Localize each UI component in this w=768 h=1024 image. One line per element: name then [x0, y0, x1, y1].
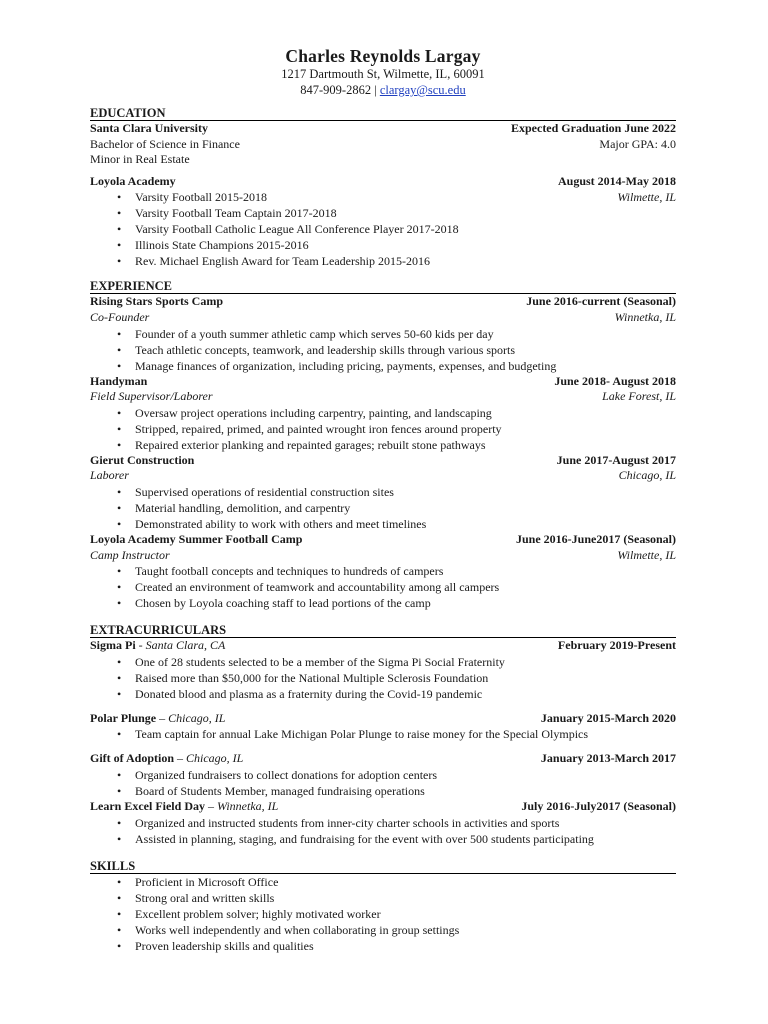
org-name: Gierut Construction [90, 452, 195, 467]
org-line [90, 751, 243, 767]
entry-date: July 2016-July2017 (Seasonal) [521, 798, 676, 813]
role: Camp Instructor [90, 547, 170, 562]
list-item: • Created an environment of teamwork and accountability among all campers [135, 579, 676, 595]
list-item: • Works well independently and when collaborating in group settings [135, 922, 676, 938]
resume-header [90, 46, 676, 98]
entry-location: Wilmette, IL [617, 190, 676, 205]
bullet-list [90, 405, 676, 453]
entry-date: January 2015-March 2020 [540, 710, 676, 725]
entry-location: Wilmette, IL [617, 547, 676, 562]
experience-entry [90, 453, 676, 532]
list-item: • Board of Students Member, managed fundraising operations [135, 783, 676, 799]
entry-date: Expected Graduation June 2022 [510, 121, 676, 135]
bullet-list [90, 767, 676, 799]
list-item: • Manage finances of organization, including pricing, payments, expenses, and budgeting [135, 358, 676, 374]
entry-date: June 2018- August 2018 [554, 373, 676, 388]
list-item: • Stripped, repaired, primed, and painted wrought iron fences around property [135, 421, 676, 437]
entry-location: Winnetka, IL [216, 798, 279, 813]
section-title-experience: EXPERIENCE [90, 279, 676, 294]
skills-section [90, 859, 676, 954]
list-item: • Rev. Michael English Award for Team Leadership 2015-2016 [135, 253, 676, 269]
list-item: • Organized fundraisers to collect donations for adoption centers [135, 767, 676, 783]
experience-entry [90, 294, 676, 373]
org-name: Polar Plunge [90, 710, 157, 725]
candidate-name: Charles Reynolds Largay [285, 46, 481, 66]
entry-location: Chicago, IL [168, 710, 226, 725]
entry-date: February 2019-Present [557, 638, 676, 653]
list-item: • Oversaw project operations including carpentry, painting, and landscaping [135, 405, 676, 421]
experience-section [90, 279, 676, 611]
extracurricular-entry [90, 751, 676, 799]
role: Field Supervisor/Laborer [90, 389, 213, 404]
phone: 847-909-2862 | [300, 83, 377, 97]
section-title-skills: SKILLS [90, 859, 676, 874]
address: 1217 Dartmouth St, Wilmette, IL, 60091 [281, 67, 485, 81]
degree: Bachelor of Science in Finance [90, 136, 240, 151]
role: Co-Founder [90, 309, 150, 324]
org-name: Rising Stars Sports Camp [90, 294, 224, 309]
experience-entry [90, 374, 676, 453]
list-item: • Team captain for annual Lake Michigan Polar Plunge to raise money for the Special Olympics [135, 726, 676, 742]
list-item: • Demonstrated ability to work with others and meet timelines [135, 516, 676, 532]
list-item: • Raised more than $50,000 for the National Multiple Sclerosis Foundation [135, 670, 676, 686]
extracurricular-entry [90, 638, 676, 702]
org-name: Sigma Pi [90, 638, 136, 653]
org-line [90, 711, 225, 727]
entry-date: June 2016-current (Seasonal) [526, 294, 676, 309]
entry-date: August 2014-May 2018 [557, 173, 676, 188]
list-item: • Assisted in planning, staging, and fundraising for the event with over 500 students participating [135, 831, 676, 847]
entry-date: January 2013-March 2017 [540, 751, 676, 766]
contact-line [90, 82, 676, 98]
org-name: Handyman [90, 373, 148, 388]
education-entry-loyola [90, 174, 676, 270]
org-name: Santa Clara University [90, 121, 208, 135]
list-item: • One of 28 students selected to be a member of the Sigma Pi Social Fraternity [135, 654, 676, 670]
bullet-list [90, 563, 676, 611]
org-name: Learn Excel Field Day [90, 798, 205, 813]
gpa: Major GPA: 4.0 [599, 136, 676, 151]
role: Laborer [90, 468, 129, 483]
list-item: • Excellent problem solver; highly motivated worker [135, 906, 676, 922]
entry-location: Santa Clara, CA [145, 638, 226, 653]
separator: – [174, 751, 187, 766]
list-item: • Illinois State Champions 2015-2016 [135, 237, 676, 253]
entry-date: June 2016-June2017 (Seasonal) [515, 531, 676, 546]
extracurriculars-section [90, 623, 676, 846]
list-item: • Founder of a youth summer athletic camp which serves 50-60 kids per day [135, 326, 676, 342]
list-item: • Varsity Football 2015-2018 [135, 189, 676, 205]
bullet-list [90, 189, 676, 269]
list-item: • Organized and instructed students from inner-city charter schools in activities and sports [135, 815, 676, 831]
list-item: • Proficient in Microsoft Office [135, 874, 676, 890]
list-item: • Teach athletic concepts, teamwork, and leadership skills through various sports [135, 342, 676, 358]
list-item: • Donated blood and plasma as a fraternity during the Covid-19 pandemic [135, 686, 676, 702]
minor: Minor in Real Estate [90, 152, 190, 167]
separator: – [204, 798, 217, 813]
list-item: • Repaired exterior planking and repainted garages; rebuilt stone pathways [135, 437, 676, 453]
org-name: Loyola Academy Summer Football Camp [90, 531, 303, 546]
bullet-list [90, 326, 676, 374]
email-link[interactable]: clargay@scu.edu [379, 83, 466, 97]
experience-entry [90, 532, 676, 611]
education-section [90, 106, 676, 269]
list-item: • Chosen by Loyola coaching staff to lead portions of the camp [135, 595, 676, 611]
list-item: • Varsity Football Catholic League All Conference Player 2017-2018 [135, 221, 676, 237]
list-item: • Strong oral and written skills [135, 890, 676, 906]
entry-location: Chicago, IL [186, 751, 244, 766]
list-item: • Supervised operations of residential construction sites [135, 484, 676, 500]
separator: - [135, 638, 146, 653]
org-name: Gift of Adoption [90, 751, 175, 766]
org-line [90, 799, 278, 815]
entry-location: Winnetka, IL [614, 309, 676, 324]
section-title-extracurriculars: EXTRACURRICULARS [90, 623, 676, 638]
entry-location: Lake Forest, IL [602, 389, 676, 404]
bullet-list [90, 726, 676, 742]
bullet-list [90, 654, 676, 702]
list-item: • Varsity Football Team Captain 2017-2018 [135, 205, 676, 221]
section-title-education: EDUCATION [90, 106, 676, 121]
extracurricular-entry [90, 711, 676, 743]
org-name: Loyola Academy [90, 173, 176, 188]
education-entry-scu [90, 121, 676, 168]
entry-date: June 2017-August 2017 [556, 452, 676, 467]
bullet-list [90, 815, 676, 847]
bullet-list [90, 484, 676, 532]
entry-location: Chicago, IL [618, 468, 676, 483]
list-item: • Taught football concepts and techniques to hundreds of campers [135, 563, 676, 579]
org-line [90, 638, 225, 654]
separator: – [156, 710, 169, 725]
list-item: • Proven leadership skills and qualities [135, 938, 676, 954]
list-item: • Material handling, demolition, and carpentry [135, 500, 676, 516]
extracurricular-entry [90, 799, 676, 847]
bullet-list [90, 874, 676, 954]
